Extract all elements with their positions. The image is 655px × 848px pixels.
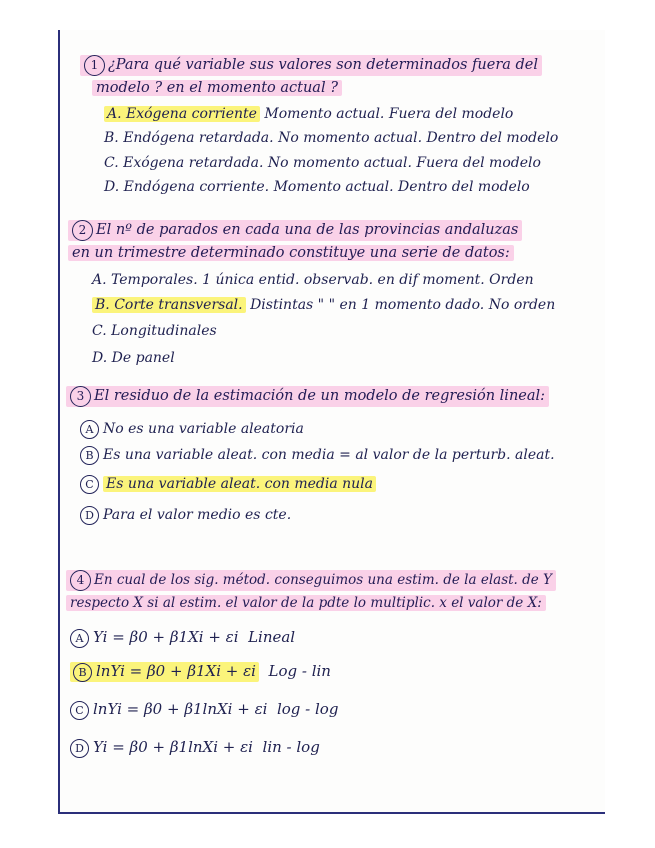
q1-a-letter: A. [107,106,122,122]
q4-d-letter: D [70,739,89,758]
q3-d-text: Para el valor medio es cte. [103,507,292,523]
q4-number: 4 [70,570,91,591]
q1-option-b [104,130,558,146]
q2-line2 [68,245,514,261]
q1-c-desc: No momento actual. Fuera del modelo [267,155,541,171]
q4-a-letter: A [70,629,89,648]
q1-b-desc: No momento actual. Dentro del modelo [278,130,559,146]
q4-c-letter: C [70,701,89,720]
q2-c-letter: C. [92,323,107,339]
q4-c-formula: lnYi = β0 + β1lnXi + εi [93,700,268,718]
q2-a-name: Temporales. [111,272,198,288]
q3-a-letter: A [80,420,99,439]
q3-option-c [80,475,376,494]
q4-b-formula: lnYi = β0 + β1Xi + εi [96,662,256,680]
q1-number: 1 [84,55,105,76]
q4-c-label: log - log [276,700,339,718]
q2-text2: en un trimestre determinado constituye una serie de datos: [68,245,514,261]
q2-text1: El nº de parados en cada una de las provincias andaluzas [96,222,519,238]
q2-a-letter: A. [92,272,107,288]
q4-b-label: Log - lin [268,662,331,680]
q4-text1: En cual de los sig. métod. conseguimos una estim. de la elast. de Y [94,572,552,588]
q3-text1: El residuo de la estimación de un modelo de regresión lineal: [94,388,546,404]
q3-c-letter: C [80,475,99,494]
q3-b-letter: B [80,446,99,465]
q1-option-d [104,179,530,195]
q1-c-name: Exógena retardada. [123,155,264,171]
q3-a-text: No es una variable aleatoria [103,421,304,437]
q4-a-formula: Yi = β0 + β1Xi + εi [93,628,239,646]
q1-d-name: Endógena corriente. [123,179,270,195]
q3-option-a [80,420,304,439]
q1-text2: modelo ? en el momento actual ? [92,80,342,96]
q4-text2: respecto X si al estim. el valor de la pdte lo multiplic. x el valor de X: [66,595,546,611]
q1-d-letter: D. [104,179,120,195]
q3-d-letter: D [80,506,99,525]
q4-a-label: Lineal [248,628,296,646]
q4-line1 [66,570,556,591]
q4-line2 [66,595,546,611]
q1-a-name: Exógena corriente [126,106,257,122]
q2-a-desc: 1 única entid. observab. en dif moment. Orden [202,272,534,288]
q4-b-letter: B [73,663,92,682]
q2-option-b [92,297,555,313]
q2-number: 2 [72,220,93,241]
q2-line1 [68,220,522,241]
q3-c-text: Es una variable aleat. con media nula [103,476,376,492]
q2-c-name: Longitudinales [111,323,217,339]
q4-option-b [70,662,331,682]
q2-b-desc: Distintas " " en 1 momento dado. No orden [250,297,556,313]
q2-d-name: De panel [111,350,175,366]
q1-b-letter: B. [104,130,119,146]
q3-option-b [80,446,555,465]
q1-a-desc: Momento actual. Fuera del modelo [264,106,514,122]
q1-line1 [80,55,542,76]
q2-option-d [92,350,175,366]
q1-d-desc: Momento actual. Dentro del modelo [273,179,530,195]
q1-option-a [104,106,513,122]
q1-text1: ¿Para qué variable sus valores son determinados fuera del [108,57,539,73]
q4-d-formula: Yi = β0 + β1lnXi + εi [93,738,253,756]
q3-number: 3 [70,386,91,407]
q2-option-c [92,323,217,339]
q3-line1 [66,386,549,407]
q2-option-a [92,272,534,288]
q3-b-text: Es una variable aleat. con media = al valor de la perturb. aleat. [103,447,555,463]
q1-line2 [92,80,342,96]
q4-option-d [70,738,320,758]
q4-option-a [70,628,295,648]
q2-b-name: Corte transversal. [114,297,243,313]
q1-b-name: Endógena retardada. [123,130,274,146]
q2-b-letter: B. [95,297,110,313]
q2-d-letter: D. [92,350,108,366]
q4-d-label: lin - log [262,738,320,756]
q4-option-c [70,700,338,720]
q1-c-letter: C. [104,155,119,171]
q1-option-c [104,155,541,171]
q3-option-d [80,506,291,525]
